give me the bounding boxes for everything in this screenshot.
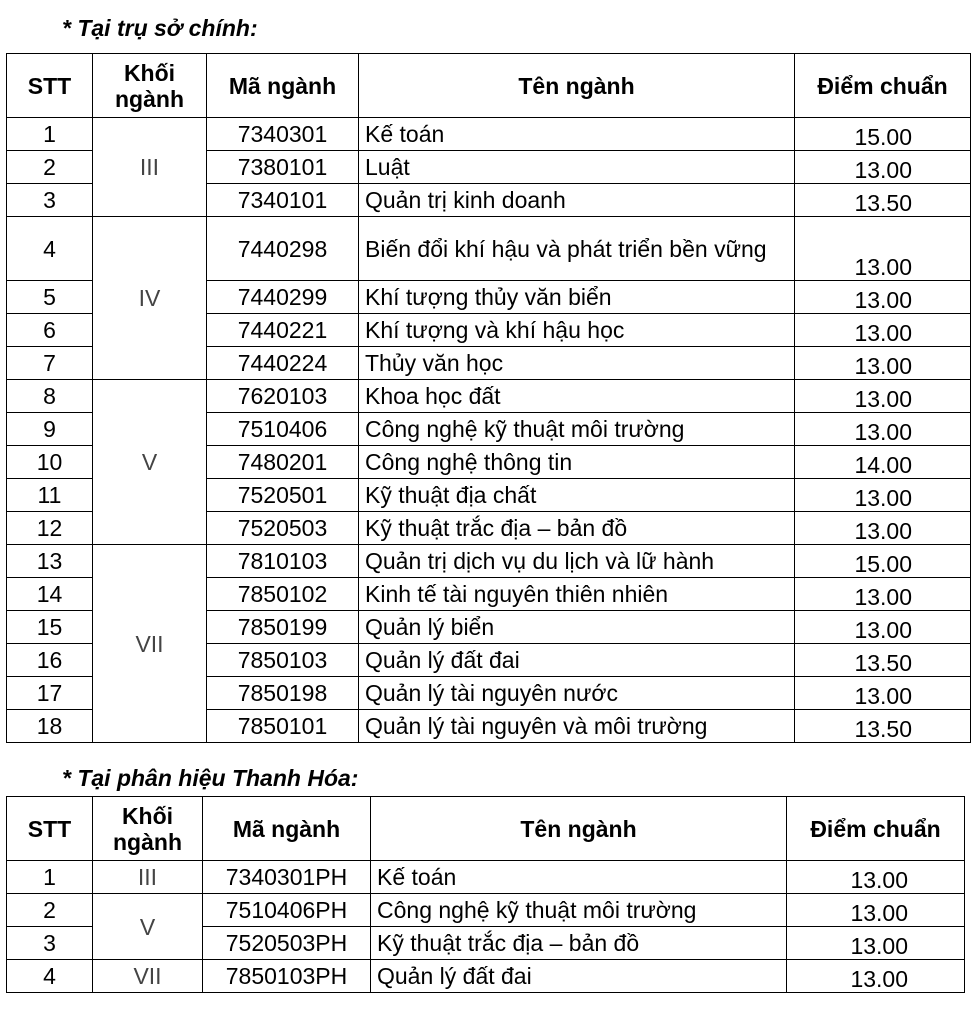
cell-stt: 4	[7, 960, 93, 993]
cell-ma-nganh: 7850101	[207, 710, 359, 743]
cell-stt: 3	[7, 927, 93, 960]
cell-ten-nganh: Kinh tế tài nguyên thiên nhiên	[359, 578, 795, 611]
cell-ten-nganh: Quản lý đất đai	[371, 960, 787, 993]
cell-ma-nganh: 7520503PH	[203, 927, 371, 960]
cell-ma-nganh: 7510406PH	[203, 894, 371, 927]
cell-ma-nganh: 7510406	[207, 413, 359, 446]
cell-ma-nganh: 7380101	[207, 151, 359, 184]
cell-stt: 5	[7, 281, 93, 314]
cell-ma-nganh: 7440221	[207, 314, 359, 347]
cell-ten-nganh: Quản trị dịch vụ du lịch và lữ hành	[359, 545, 795, 578]
header-ma-nganh: Mã ngành	[207, 54, 359, 118]
cell-stt: 18	[7, 710, 93, 743]
cell-ma-nganh: 7340301	[207, 118, 359, 151]
cell-ten-nganh: Luật	[359, 151, 795, 184]
table-row	[7, 118, 971, 151]
cell-diem-chuan: 15.00	[795, 118, 971, 151]
cell-diem-chuan: 15.00	[795, 545, 971, 578]
header-stt: STT	[7, 797, 93, 861]
cell-diem-chuan: 13.00	[795, 217, 971, 281]
cell-diem-chuan: 13.00	[795, 578, 971, 611]
cell-diem-chuan: 13.00	[795, 479, 971, 512]
cell-ten-nganh: Quản lý tài nguyên và môi trường	[359, 710, 795, 743]
cell-ten-nganh: Kỹ thuật địa chất	[359, 479, 795, 512]
header-khoi-nganh: Khối ngành	[93, 54, 207, 118]
cell-ma-nganh: 7440224	[207, 347, 359, 380]
table-header-row	[7, 797, 965, 861]
header-stt: STT	[7, 54, 93, 118]
cell-ma-nganh: 7440298	[207, 217, 359, 281]
cell-ma-nganh: 7810103	[207, 545, 359, 578]
header-khoi-nganh: Khối ngành	[93, 797, 203, 861]
header-diem-chuan: Điểm chuẩn	[795, 54, 971, 118]
cell-stt: 8	[7, 380, 93, 413]
table-row	[7, 545, 971, 578]
cell-stt: 1	[7, 118, 93, 151]
cell-stt: 16	[7, 644, 93, 677]
table-header-row	[7, 54, 971, 118]
table-row	[7, 861, 965, 894]
cell-ma-nganh: 7440299	[207, 281, 359, 314]
cell-ten-nganh: Công nghệ thông tin	[359, 446, 795, 479]
cell-ma-nganh: 7850198	[207, 677, 359, 710]
cell-stt: 17	[7, 677, 93, 710]
cell-stt: 2	[7, 894, 93, 927]
cell-ten-nganh: Quản trị kinh doanh	[359, 184, 795, 217]
cell-diem-chuan: 13.00	[795, 413, 971, 446]
cell-ten-nganh: Công nghệ kỹ thuật môi trường	[359, 413, 795, 446]
cell-diem-chuan: 13.00	[787, 894, 965, 927]
cell-ten-nganh: Quản lý biển	[359, 611, 795, 644]
cell-ma-nganh: 7340301PH	[203, 861, 371, 894]
header-ten-nganh: Tên ngành	[359, 54, 795, 118]
cell-ma-nganh: 7850103	[207, 644, 359, 677]
cell-diem-chuan: 13.00	[795, 151, 971, 184]
cell-khoi-nganh: IV	[93, 217, 207, 380]
cell-stt: 10	[7, 446, 93, 479]
cell-ten-nganh: Kỹ thuật trắc địa – bản đồ	[359, 512, 795, 545]
cell-diem-chuan: 13.00	[787, 927, 965, 960]
cell-stt: 12	[7, 512, 93, 545]
cell-ma-nganh: 7480201	[207, 446, 359, 479]
header-ma-nganh: Mã ngành	[203, 797, 371, 861]
cell-ten-nganh: Biến đổi khí hậu và phát triển bền vững	[359, 217, 795, 281]
cell-stt: 7	[7, 347, 93, 380]
section-title-thanh-hoa-branch: * Tại phân hiệu Thanh Hóa:	[62, 765, 359, 791]
cell-diem-chuan: 13.50	[795, 184, 971, 217]
table-row	[7, 380, 971, 413]
cell-stt: 11	[7, 479, 93, 512]
cell-diem-chuan: 13.00	[795, 677, 971, 710]
cell-stt: 3	[7, 184, 93, 217]
cell-ma-nganh: 7850103PH	[203, 960, 371, 993]
cell-ten-nganh: Kế toán	[359, 118, 795, 151]
cell-ma-nganh: 7850102	[207, 578, 359, 611]
cell-diem-chuan: 13.00	[787, 960, 965, 993]
cell-ten-nganh: Khí tượng và khí hậu học	[359, 314, 795, 347]
cell-stt: 9	[7, 413, 93, 446]
table-row	[7, 217, 971, 281]
cell-diem-chuan: 13.00	[795, 380, 971, 413]
cell-diem-chuan: 13.00	[795, 611, 971, 644]
cell-diem-chuan: 13.00	[787, 861, 965, 894]
cell-stt: 15	[7, 611, 93, 644]
cell-stt: 1	[7, 861, 93, 894]
cell-stt: 4	[7, 217, 93, 281]
cell-khoi-nganh: VII	[93, 545, 207, 743]
cell-khoi-nganh: III	[93, 118, 207, 217]
cell-ma-nganh: 7520503	[207, 512, 359, 545]
cell-ten-nganh: Công nghệ kỹ thuật môi trường	[371, 894, 787, 927]
cell-stt: 13	[7, 545, 93, 578]
cell-diem-chuan: 13.50	[795, 710, 971, 743]
section-title-main-campus: * Tại trụ sở chính:	[62, 15, 258, 41]
cell-khoi-nganh: VII	[93, 960, 203, 993]
cell-ten-nganh: Kỹ thuật trắc địa – bản đồ	[371, 927, 787, 960]
header-ten-nganh: Tên ngành	[371, 797, 787, 861]
cell-ten-nganh: Thủy văn học	[359, 347, 795, 380]
cell-diem-chuan: 13.00	[795, 281, 971, 314]
cell-diem-chuan: 13.00	[795, 314, 971, 347]
table-row	[7, 960, 965, 993]
cell-ma-nganh: 7620103	[207, 380, 359, 413]
cell-stt: 14	[7, 578, 93, 611]
cell-ten-nganh: Khoa học đất	[359, 380, 795, 413]
cell-diem-chuan: 14.00	[795, 446, 971, 479]
cell-diem-chuan: 13.50	[795, 644, 971, 677]
cell-khoi-nganh: V	[93, 894, 203, 960]
cell-diem-chuan: 13.00	[795, 512, 971, 545]
cell-diem-chuan: 13.00	[795, 347, 971, 380]
cell-ten-nganh: Khí tượng thủy văn biển	[359, 281, 795, 314]
cell-stt: 2	[7, 151, 93, 184]
cell-ten-nganh: Quản lý đất đai	[359, 644, 795, 677]
cell-ma-nganh: 7340101	[207, 184, 359, 217]
cell-khoi-nganh: V	[93, 380, 207, 545]
cell-ma-nganh: 7520501	[207, 479, 359, 512]
table-row	[7, 894, 965, 927]
cell-ten-nganh: Quản lý tài nguyên nước	[359, 677, 795, 710]
cell-ma-nganh: 7850199	[207, 611, 359, 644]
cell-ten-nganh: Kế toán	[371, 861, 787, 894]
header-diem-chuan: Điểm chuẩn	[787, 797, 965, 861]
cell-khoi-nganh: III	[93, 861, 203, 894]
thanh-hoa-branch-score-table	[6, 796, 965, 993]
cell-stt: 6	[7, 314, 93, 347]
main-campus-score-table	[6, 53, 971, 743]
